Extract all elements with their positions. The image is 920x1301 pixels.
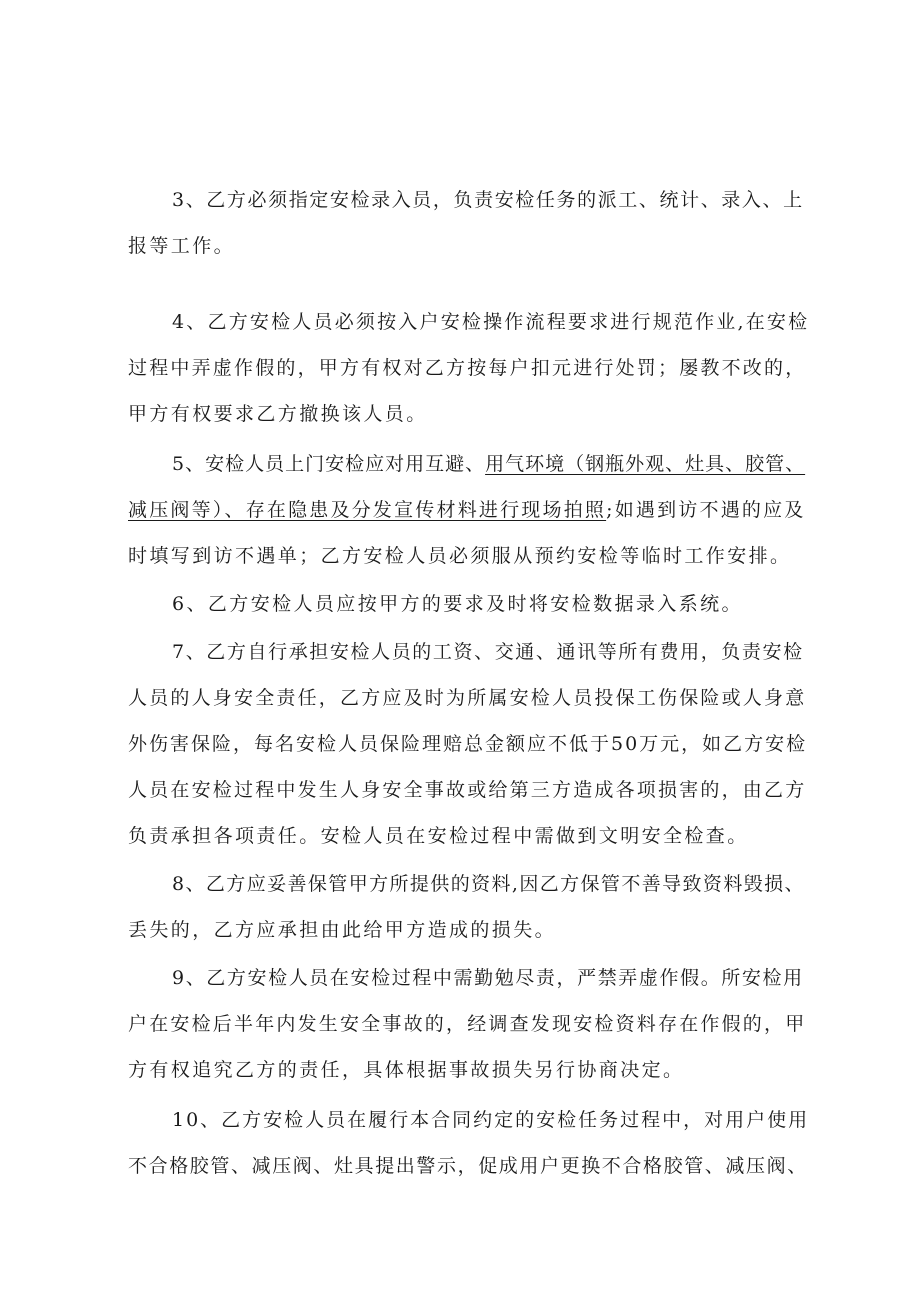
paragraph-5-line-2 bbox=[128, 496, 808, 524]
paragraph-3-line-1: 3、乙方必须指定安检录入员，负责安检任务的派工、统计、录入、上 bbox=[172, 189, 804, 211]
paragraph-5-line-3: 时填写到访不遇单；乙方安检人员必须服从预约安检等临时工作安排。 bbox=[128, 545, 792, 567]
paragraph-7-line-1: 7、乙方自行承担安检人员的工资、交通、通讯等所有费用，负责安检 bbox=[172, 641, 804, 663]
paragraph-7-line-5: 负责承担各项责任。安检人员在安检过程中需做到文明安全检查。 bbox=[128, 825, 749, 847]
paragraph-9-line-1: 9、乙方安检人员在安检过程中需勤勉尽责，严禁弄虚作假。所安检用 bbox=[172, 967, 804, 989]
paragraph-8-line-2: 丢失的，乙方应承担由此给甲方造成的损失。 bbox=[128, 919, 557, 941]
paragraph-4-line-2: 过程中弄虚作假的，甲方有权对乙方按每户扣元进行处罚；屡教不改的， bbox=[128, 357, 807, 379]
paragraph-9-line-3: 方有权追究乙方的责任，具体根据事故损失另行协商决定。 bbox=[128, 1059, 685, 1081]
paragraph-5-line-1-plain: 5、安检人员上门安检应对用互避、 bbox=[172, 453, 486, 475]
paragraph-5-line-2-underlined: 减压阀等）、存在隐患及分发宣传材料进行现场拍照 bbox=[128, 499, 607, 521]
paragraph-4-line-3: 甲方有权要求乙方撤换该人员。 bbox=[128, 403, 428, 425]
paragraph-7-line-3: 外伤害保险，每名安检人员保险理赔总金额应不低于50万元，如乙方安检 bbox=[128, 733, 808, 755]
paragraph-4-line-1: 4、乙方安检人员必须按入户安检操作流程要求进行规范作业,在安检 bbox=[172, 311, 810, 333]
paragraph-6-line-1: 6、乙方安检人员应按甲方的要求及时将安检数据录入系统。 bbox=[172, 593, 743, 615]
paragraph-9-line-2: 户在安检后半年内发生安全事故的，经调查发现安检资料存在作假的，甲 bbox=[128, 1013, 807, 1035]
paragraph-5-line-1-underlined: 用气环境（钢瓶外观、灶具、胶管、 bbox=[485, 453, 806, 475]
paragraph-7-line-4: 人员在安检过程中发生人身安全事故或给第三方造成各项损害的，由乙方 bbox=[128, 779, 807, 801]
paragraph-5-line-1 bbox=[172, 450, 808, 478]
paragraph-8-line-1: 8、乙方应妥善保管甲方所提供的资料,因乙方保管不善导致资料毁损、 bbox=[172, 873, 805, 895]
paragraph-3-line-2: 报等工作。 bbox=[128, 235, 236, 257]
paragraph-5-line-2-plain: ;如遇到访不遇的应及 bbox=[606, 499, 806, 521]
paragraph-10-line-1: 10、乙方安检人员在履行本合同约定的安检任务过程中，对用户使用 bbox=[172, 1109, 810, 1131]
paragraph-7-line-2: 人员的人身安全责任，乙方应及时为所属安检人员投保工伤保险或人身意 bbox=[128, 687, 807, 709]
paragraph-10-line-2: 不合格胶管、减压阀、灶具提出警示，促成用户更换不合格胶管、减压阀、 bbox=[128, 1155, 808, 1177]
